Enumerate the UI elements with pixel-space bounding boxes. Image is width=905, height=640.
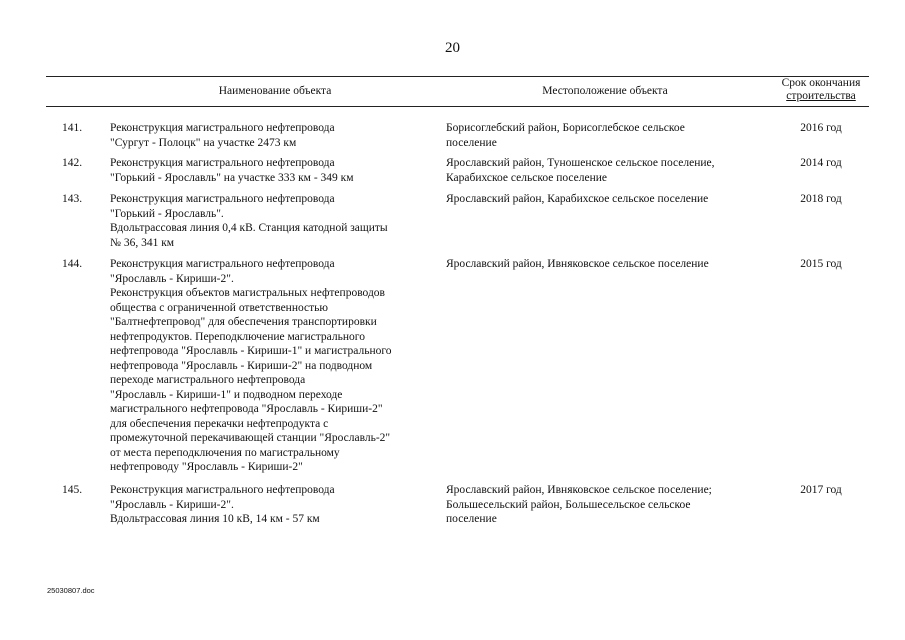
row-term: 2014 год [800, 157, 842, 169]
row-location: Ярославский район, Туношенское сельское поселение, Карабихское сельское поселение [446, 157, 715, 184]
row-object-name: Реконструкция магистрального нефтепровода "Горький - Ярославль". Вдольтрассовая линия 0,4 кВ. Станция катодной защиты № 36, 341 км [110, 193, 388, 249]
row-object-name: Реконструкция магистрального нефтепровода "Ярославль - Кириши-2". Вдольтрассовая линия 10 кВ, 14 км - 57 км [110, 484, 335, 525]
row-number: 145. [62, 484, 83, 496]
row-location: Ярославский район, Ивняковское сельское поселение [446, 258, 709, 270]
column-header-location: Местоположение объекта [542, 85, 668, 97]
table-top-rule [46, 76, 869, 77]
row-number: 144. [62, 258, 83, 270]
column-header-term [770, 77, 872, 103]
row-location: Ярославский район, Карабихское сельское поселение [446, 193, 709, 205]
row-term: 2017 год [800, 484, 842, 496]
row-location: Ярославский район, Ивняковское сельское поселение; Большесельский район, Большесельское сельское поселение [446, 484, 712, 525]
column-header-term-line1: Срок окончания [781, 77, 861, 89]
row-location: Борисоглебский район, Борисоглебское сельское поселение [446, 122, 685, 149]
row-term: 2015 год [800, 258, 842, 270]
row-number: 143. [62, 193, 83, 205]
row-term: 2016 год [800, 122, 842, 134]
row-term: 2018 год [800, 193, 842, 205]
row-number: 141. [62, 122, 83, 134]
row-number: 142. [62, 157, 83, 169]
row-object-name: Реконструкция магистрального нефтепровода "Сургут - Полоцк" на участке 2473 км [110, 122, 335, 149]
page-number: 20 [445, 40, 460, 56]
column-header-name: Наименование объекта [218, 85, 332, 97]
row-object-name: Реконструкция магистрального нефтепровода "Ярославль - Кириши-2". Реконструкция объектов магистральных нефтепроводов общества с ограниченной ответственностью "Балтнефтепровод" для обеспечения транспортировки нефтепродуктов. Переподключение магистрального нефтепровода "Ярославль - Кириши-1" и магистрального нефтепровода "Ярославль - Кириши-2" на подводном переходе магистрального нефтепровода "Ярославль - Кириши-1" и подводном переходе магистрального нефтепровода "Ярославль - Кириши-2" для обеспечения перекачки нефтепродукта с промежуточной перекачивающей станции "Ярославль-2" от места переподключения по магистральному нефтепроводу "Ярославль - Кириши-2" [110, 258, 392, 473]
column-header-term-line2: строительства [786, 90, 856, 102]
row-object-name: Реконструкция магистрального нефтепровода "Горький - Ярославль" на участке 333 км - 349 км [110, 157, 354, 184]
table-header-rule [46, 106, 869, 107]
footer-filename: 25030807.doc [47, 586, 95, 595]
